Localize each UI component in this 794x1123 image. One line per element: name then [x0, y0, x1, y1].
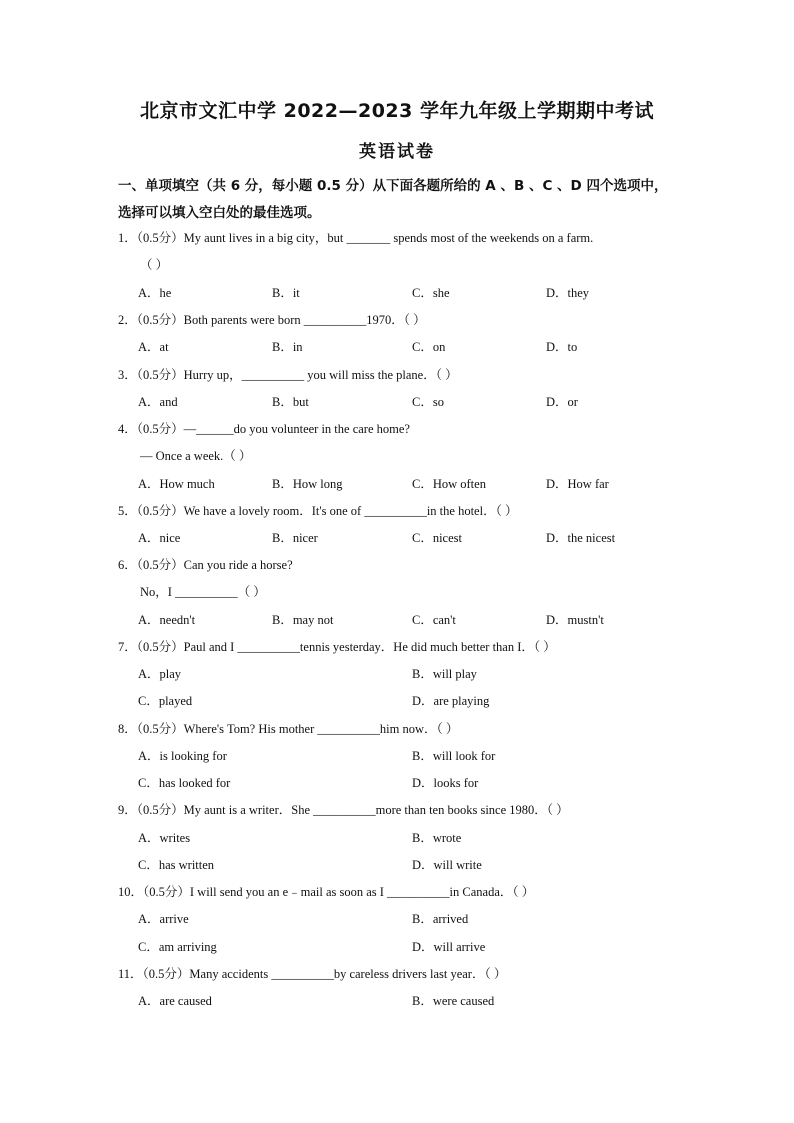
question-7: 7．（0.5分）Paul and I __________tennis yesterday．He did much better than I．（ ）	[118, 640, 556, 654]
q3-option-d: D．or	[546, 395, 578, 409]
q2-option-b: B．in	[272, 340, 303, 354]
q6-option-d: D．mustn't	[546, 613, 604, 627]
question-11: 11．（0.5分）Many accidents __________by careless drivers last year．（ ）	[118, 967, 507, 981]
q4-option-c: C．How often	[412, 477, 486, 491]
question-4-answer-line: — Once a week.（ ）	[140, 449, 252, 463]
q3-option-a: A．and	[138, 395, 178, 409]
q10-option-c: C．am arriving	[138, 940, 217, 954]
q9-option-a: A．writes	[138, 831, 191, 845]
q11-option-a: A．are caused	[138, 994, 212, 1008]
q8-option-c: C．has looked for	[138, 776, 231, 790]
q4-option-d: D．How far	[546, 477, 609, 491]
q11-option-b: B．were caused	[412, 994, 495, 1008]
q3-option-c: C．so	[412, 395, 444, 409]
q7-option-d: D．are playing	[412, 694, 490, 708]
question-10: 10．（0.5分）I will send you an e﹣mail as soon as I __________in Canada．（ ）	[118, 885, 535, 899]
q5-option-b: B．nicer	[272, 531, 318, 545]
question-4: 4．（0.5分）—______do you volunteer in the care home?	[118, 422, 410, 436]
q10-option-a: A．arrive	[138, 912, 189, 926]
q8-option-b: B．will look for	[412, 749, 496, 763]
section-instruction: 一、单项填空（共 6 分，每小题 0.5 分）从下面各题所给的 A 、B 、C 、D 四个选项中，选择可以填入空白处的最佳选项。	[118, 178, 668, 221]
exam-title: 北京市文汇中学 2022—2023 学年九年级上学期期中考试	[140, 100, 654, 122]
q2-option-a: A．at	[138, 340, 169, 354]
q8-option-d: D．looks for	[412, 776, 479, 790]
q7-option-b: B．will play	[412, 667, 477, 681]
q6-option-b: B．may not	[272, 613, 334, 627]
q1-option-c: C．she	[412, 286, 450, 300]
q9-option-c: C．has written	[138, 858, 215, 872]
q4-option-b: B．How long	[272, 477, 343, 491]
q9-option-b: B．wrote	[412, 831, 462, 845]
q10-option-d: D．will arrive	[412, 940, 486, 954]
q5-option-c: C．nicest	[412, 531, 462, 545]
q1-option-b: B．it	[272, 286, 300, 300]
q8-option-a: A．is looking for	[138, 749, 227, 763]
question-8: 8．（0.5分）Where's Tom? His mother __________him now．（ ）	[118, 722, 459, 736]
question-5: 5．（0.5分）We have a lovely room．It's one of __________in the hotel．（ ）	[118, 504, 518, 518]
question-6: 6．（0.5分）Can you ride a horse?	[118, 558, 293, 572]
q2-option-d: D．to	[546, 340, 578, 354]
exam-subtitle: 英语试卷	[359, 142, 435, 162]
question-1: 1．（0.5分）My aunt lives in a big city，but _______ spends most of the weekends on a farm.	[118, 231, 594, 245]
q10-option-b: B．arrived	[412, 912, 469, 926]
q1-option-a: A．he	[138, 286, 172, 300]
q5-option-d: D．the nicest	[546, 531, 616, 545]
q9-option-d: D．will write	[412, 858, 482, 872]
question-1-bracket: （ ）	[140, 258, 169, 272]
question-3: 3．（0.5分）Hurry up，__________ you will miss the plane．（ ）	[118, 368, 458, 382]
q6-option-a: A．needn't	[138, 613, 196, 627]
q5-option-a: A．nice	[138, 531, 181, 545]
question-6-answer-line: No，I __________（ ）	[140, 585, 266, 599]
q3-option-b: B．but	[272, 395, 309, 409]
q7-option-a: A．play	[138, 667, 182, 681]
q6-option-c: C．can't	[412, 613, 456, 627]
q1-option-d: D．they	[546, 286, 590, 300]
q7-option-c: C．played	[138, 694, 193, 708]
q2-option-c: C．on	[412, 340, 446, 354]
q4-option-a: A．How much	[138, 477, 215, 491]
question-9: 9．（0.5分）My aunt is a writer．She __________more than ten books since 1980．（ ）	[118, 803, 569, 817]
question-2: 2．（0.5分）Both parents were born __________1970．（ ）	[118, 313, 426, 327]
